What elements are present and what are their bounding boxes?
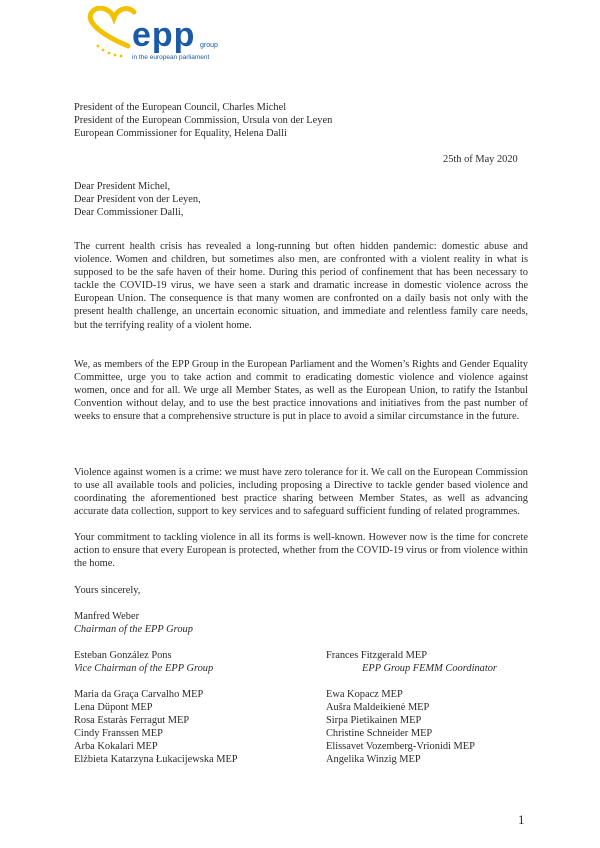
signatory-title: Chairman of the EPP Group bbox=[74, 624, 193, 635]
mep-name: Cindy Franssen MEP bbox=[74, 728, 163, 739]
body-paragraph: The current health crisis has revealed a long-running but often hidden pandemic: domestic abuse and violence. Women and children, but sometimes also men, are confronted with a violent reality in what is supposed to be the safe haven of their home. During this period of confinement that has been necessary to tackle the COVID-19 virus, we have seen a stark and dramatic increase in domestic violence across the European Union. The consequence is that many women are confronted on a daily basis not only with the present health challenge, an uncertain economic situation, and immediate and relentless family care needs, but the terrifying reality of a violent home. bbox=[74, 241, 528, 331]
mep-name: Maria da Graça Carvalho MEP bbox=[74, 689, 204, 700]
salutation-line: Dear President von der Leyen, bbox=[74, 194, 201, 205]
mep-name: Rosa Estaràs Ferragut MEP bbox=[74, 715, 190, 726]
body-paragraph: Your commitment to tackling violence in all its forms is well-known. However now is the time for concrete action to ensure that every European is protected, whether from the COVID-19 virus or from violence within the home. bbox=[74, 532, 528, 570]
epp-group-logo bbox=[84, 6, 224, 64]
body-paragraph: Violence against women is a crime: we must have zero tolerance for it. We call on the European Commission to use all available tools and policies, including proposing a Directive to tackle gender based violence and coordinating the aforementioned best practice sharing between Member States, as well as advancing accurate data collection, support to key services and to safeguard sufficient funding of related programmes. bbox=[74, 467, 528, 518]
mep-name: Sirpa Pietikainen MEP bbox=[326, 715, 422, 726]
mep-name: Ewa Kopacz MEP bbox=[326, 689, 403, 700]
mep-name: Lena Düpont MEP bbox=[74, 702, 153, 713]
logo-wordmark: epp bbox=[132, 16, 196, 54]
signatory-name: Manfred Weber bbox=[74, 611, 140, 622]
mep-name: Aušra Maldeikienė MEP bbox=[326, 702, 430, 713]
body-paragraph: We, as members of the EPP Group in the European Parliament and the Women’s Rights and Gender Equality Committee, urge you to take action and commit to eradicating domestic violence and violence against women, once and for all. We urge all Member States, as well as the European Union, to ratify the Istanbul Convention without delay, and to use the best practice innovations and initiatives from the past number of weeks to ensure that a comprehensive structure is put in place to avoid a similar circumstance in the future. bbox=[74, 359, 528, 423]
letter-date: 25th of May 2020 bbox=[443, 154, 518, 165]
recipient-line: President of the European Council, Charles Michel bbox=[74, 102, 287, 113]
mep-name: Arba Kokalari MEP bbox=[74, 741, 158, 752]
mep-name: Christine Schneider MEP bbox=[326, 728, 433, 739]
signatory-title: EPP Group FEMM Coordinator bbox=[362, 663, 497, 674]
logo-group-label: group bbox=[200, 42, 218, 49]
mep-name: Elżbieta Katarzyna Łukacijewska MEP bbox=[74, 754, 238, 765]
closing-line: Yours sincerely, bbox=[74, 585, 141, 596]
signatory-name: Frances Fitzgerald MEP bbox=[326, 650, 427, 661]
logo-tagline: in the european parliament bbox=[132, 54, 210, 61]
mep-name: Elissavet Vozemberg-Vrionidi MEP bbox=[326, 741, 475, 752]
mep-name: Angelika Winzig MEP bbox=[326, 754, 421, 765]
signatory-title: Vice Chairman of the EPP Group bbox=[74, 663, 214, 674]
signatory-name: Esteban González Pons bbox=[74, 650, 172, 661]
page-number: 1 bbox=[518, 812, 525, 827]
recipient-line: European Commissioner for Equality, Helena Dalli bbox=[74, 128, 287, 139]
recipient-line: President of the European Commission, Ursula von der Leyen bbox=[74, 115, 333, 126]
salutation-line: Dear President Michel, bbox=[74, 181, 171, 192]
salutation-line: Dear Commissioner Dalli, bbox=[74, 207, 184, 218]
